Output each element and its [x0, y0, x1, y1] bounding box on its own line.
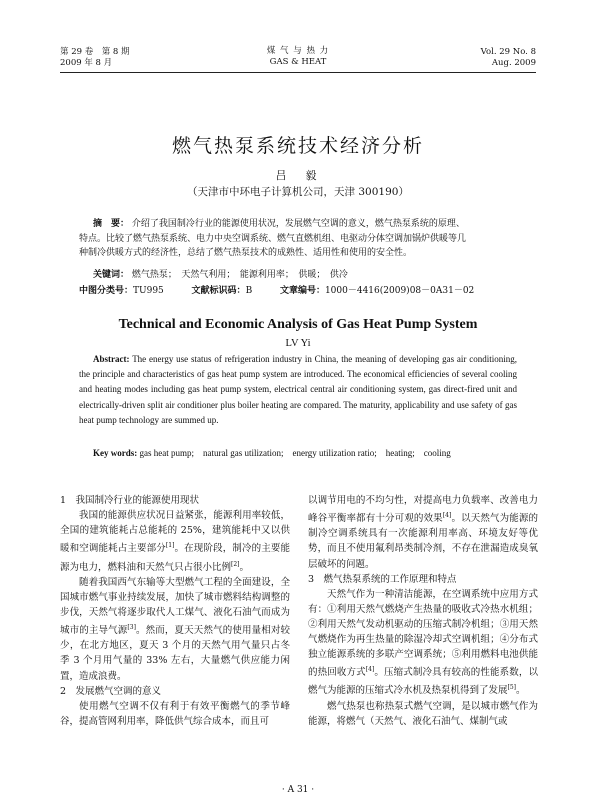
keywords-en-text: gas heat pump; natural gas utilization; energy utilization ratio; heating; cooling [139, 448, 451, 458]
journal-name-en: GAS & HEAT [269, 57, 327, 67]
right-column [308, 493, 538, 729]
clc-value: TU995 [133, 286, 164, 296]
abstract-cn-label: 摘 要： [93, 219, 130, 229]
citation: [4] [365, 666, 375, 674]
paragraph: 燃气热泵也称热泵式燃气空调，是以城市燃气作为能源，将燃气（天然气、液化石油气、煤制气或 [308, 700, 538, 727]
paragraph: 随着我国西气东输等大型燃气工程的全面建设，全国城市燃气事业持续发展，加快了城市燃料结构调整的步伐，天然气将逐步取代人工煤气、液化石油气而成为城市的主导气源[3]。然而，夏天天然气的使用量相对较少，在北方地区，夏天 3 个月的天然气用气量只占冬季 3 个月用气量的 33% 左右，大量燃气供应能力闲置，造成浪费。 [60, 576, 290, 682]
keywords-cn [79, 268, 517, 283]
affiliation-cn: （天津市中环电子计算机公司，天津 300190） [187, 186, 409, 198]
keywords-en [79, 446, 517, 461]
issue-date-en: Aug. 2009 [491, 58, 536, 68]
citation: [3] [127, 624, 136, 632]
header-rule [60, 72, 536, 73]
citation: [1] [165, 542, 175, 550]
abstract-cn-line3: 种制冷供暖方式的经济性，总结了燃气热泵技术的成熟性、适用性和使用的安全性。 [79, 248, 413, 258]
section-2-heading: 2 发展燃气空调的意义 [60, 685, 162, 697]
paper-title-cn: 燃气热泵系统技术经济分析 [171, 135, 424, 157]
author-cn: 吕 毅 [275, 169, 321, 182]
citation: [4] [442, 512, 452, 520]
citation: [5] [507, 684, 517, 692]
page-number: · A 31 · [281, 785, 315, 795]
citation: [2] [231, 560, 240, 568]
issue-date: 2009 年 8 月 [60, 58, 113, 68]
section-3-heading: 3 燃气热泵系统的工作原理和特点 [308, 573, 457, 585]
journal-name-cn: 煤 气 与 热 力 [266, 46, 330, 56]
abstract-cn-line2: 特点。比较了燃气热泵系统、电力中央空调系统、燃气直燃机组、电驱动分体空调加锅炉供暖等几 [79, 233, 467, 244]
keywords-cn-label: 关键词： [93, 270, 130, 280]
running-header [0, 0, 596, 70]
doc-code-label: 文献标识码： [191, 286, 246, 296]
left-column [60, 493, 290, 729]
classification-line [79, 284, 517, 299]
article-number-label: 文章编号： [279, 286, 325, 296]
keywords-cn-text: 燃气热泵； 天然气利用； 能源利用率； 供暖； 供冷 [131, 270, 348, 280]
keywords-en-label: Key words: [93, 448, 138, 458]
abstract-en-text: The energy use status of refrigeration industry in China, the meaning of developing gas air conditioning, the principle and characteristics of gas heat pump system are introduced. The economical efficiencies of several cooling and heating modes including gas heat pump system, electrical central air conditioning system, gas direct-fired unit and electrically-driven split air conditioner plus boiler heating are compared. The maturity, applicability and use safety of gas heat pump technology are summed up. [79, 354, 517, 425]
volume-issue-en: Vol. 29 No. 8 [480, 47, 536, 57]
abstract-cn [79, 217, 517, 261]
author-en: LV Yi [285, 338, 311, 349]
clc-label: 中图分类号： [79, 286, 134, 296]
paragraph: 天然气作为一种清洁能源，在空调系统中应用方式有：①利用天然气燃烧产生热量的吸收式冷热水机组；②利用天然气发动机驱动的压缩式制冷机组；③用天然气燃烧作为再生热量的除湿冷却式空调机组；④分布式独立能源系统的多联产空调系统；⑤利用燃料电池供能的热回收方式[4]。压缩式制冷具有较高的性能系数，以燃气为能源的压缩式冷水机及热泵机得到了发展[5]。 [308, 588, 538, 697]
paper-title-en: Technical and Economic Analysis of Gas Heat Pump System [118, 317, 478, 332]
abstract-cn-line1: 介绍了我国制冷行业的能源使用状况，发展燃气空调的意义，燃气热泵系统的原理、 [131, 219, 465, 229]
paragraph: 以调节用电的不均匀性，对提高电力负载率、改善电力峰谷平衡率都有十分可观的效果[4]。以天然气为能源的制冷空调系统具有一次能源利用率高、环境友好等优势，而且不使用氟利昂类制冷剂，不存在泄漏造成臭氧层破坏的问题。 [308, 495, 538, 570]
doc-code-value: B [245, 286, 253, 296]
paragraph: 我国的能源供应状况日益紧张，能源利用率较低，全国的建筑能耗占总能耗的 25%，建筑能耗中又以供暖和空调能耗占主要部分[1]。在现阶段，制冷的主要能源为电力，燃料油和天然气只占很小比例[2]。 [60, 510, 290, 573]
abstract-en-label: Abstract: [93, 354, 130, 364]
volume-issue: 第 29 卷 第 8 期 [60, 47, 130, 57]
journal-volume-en [481, 47, 536, 69]
section-1-heading: 1 我国制冷行业的能源使用现状 [60, 495, 200, 506]
abstract-en [79, 352, 517, 428]
paragraph: 使用燃气空调不仅有利于有效平衡燃气的季节峰谷，提高管网利用率，降低供气综合成本，而且可 [60, 700, 290, 727]
article-number-value: 1000－4416(2009)08－0A31－02 [324, 286, 475, 296]
